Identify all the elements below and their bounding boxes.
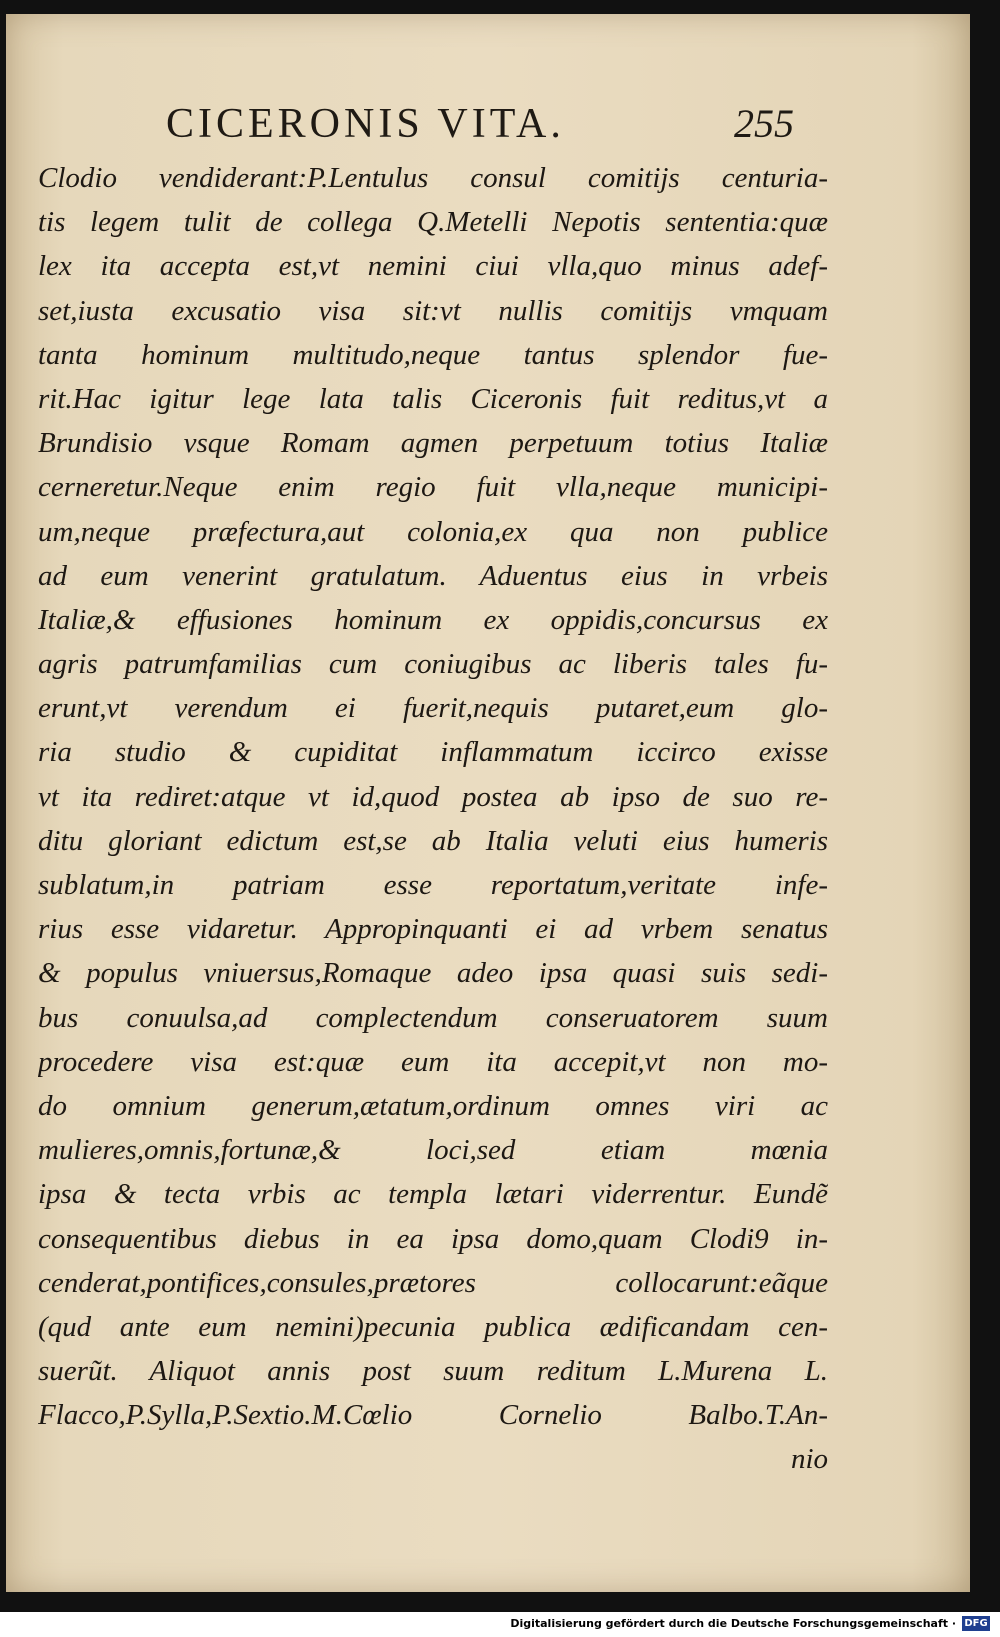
text-line: sublatum,in patriam esse reportatum,veritate infe- [38,869,828,901]
text-line: rius esse vidaretur. Appropinquanti ei ad vrbem senatus [38,913,828,946]
text-line: consequentibus diebus in ea ipsa domo,quam Clodi9 in- [38,1222,828,1255]
text-line: bus conuulsa,ad complectendum conseruatorem suum [38,1001,828,1034]
digitization-footer [0,1612,1000,1637]
text-line: Clodio vendiderant:P.Lentulus consul comitijs centuria- [38,162,828,194]
text-line: ditu gloriant edictum est,se ab Italia veluti eius humeris [38,824,828,857]
text-line: suerũt. Aliquot annis post suum reditum L.Murena L. [38,1355,828,1388]
text-line: (qud ante eum nemini)pecunia publica ædificandam cen- [38,1310,828,1343]
text-line: cerneretur.Neque enim regio fuit vlla,neque municipi- [38,471,828,504]
text-line: tis legem tulit de collega Q.Metelli Nepotis sententia:quæ [38,206,828,239]
text-line: lex ita accepta est,vt nemini ciui vlla,quo minus adef- [38,250,828,283]
text-line: do omnium generum,ætatum,ordinum omnes viri ac [38,1089,828,1122]
text-line: erunt,vt verendum ei fuerit,nequis putaret,eum glo- [38,692,828,725]
text-line: ipsa & tecta vrbis ac templa lætari viderrentur. Eundẽ [38,1178,828,1211]
text-line: procedere visa est:quæ eum ita accepit,vt non mo- [38,1045,828,1078]
text-line: Italiæ,& effusiones hominum ex oppidis,concursus ex [38,603,828,636]
text-line: rit.Hac igitur lege lata talis Ciceronis fuit reditus,vt a [38,382,828,415]
page-number: 255 [734,101,794,146]
dfg-logo-icon: DFG [962,1616,990,1631]
book-page [6,14,970,1592]
text-line: set,iusta excusatio visa sit:vt nullis comitijs vmquam [38,294,828,327]
text-line: ria studio & cupiditat inflammatum iccirco exisse [38,736,828,769]
text-line: Flacco,P.Sylla,P.Sextio.M.Cœlio Cornelio Balbo.T.An- [38,1399,828,1432]
text-line: um,neque præfectura,aut colonia,ex qua non publice [38,515,828,548]
text-line: ad eum venerint gratulatum. Aduentus eius in vrbeis [38,559,828,592]
text-line: Brundisio vsque Romam agmen perpetuum totius Italiæ [38,427,828,460]
text-line: tanta hominum multitudo,neque tantus splendor fue- [38,338,828,371]
text-line: vt ita rediret:atque vt id,quod postea ab ipso de suo re- [38,780,828,813]
text-line: cenderat,pontifices,consules,prætores collocarunt:eãque [38,1266,828,1299]
running-title: CICERONIS VITA. [166,101,565,147]
funding-credit: Digitalisierung gefördert durch die Deutsche Forschungsgemeinschaft · [510,1617,956,1630]
running-head [166,100,806,160]
text-line: mulieres,omnis,fortunæ,& loci,sed etiam mœnia [38,1134,828,1167]
text-line: agris patrumfamilias cum coniugibus ac liberis tales fu- [38,648,828,681]
text-block [38,156,828,1482]
text-line: & populus vniuersus,Romaque adeo ipsa quasi suis sedi- [38,957,828,990]
catchword: nio [790,1443,828,1476]
